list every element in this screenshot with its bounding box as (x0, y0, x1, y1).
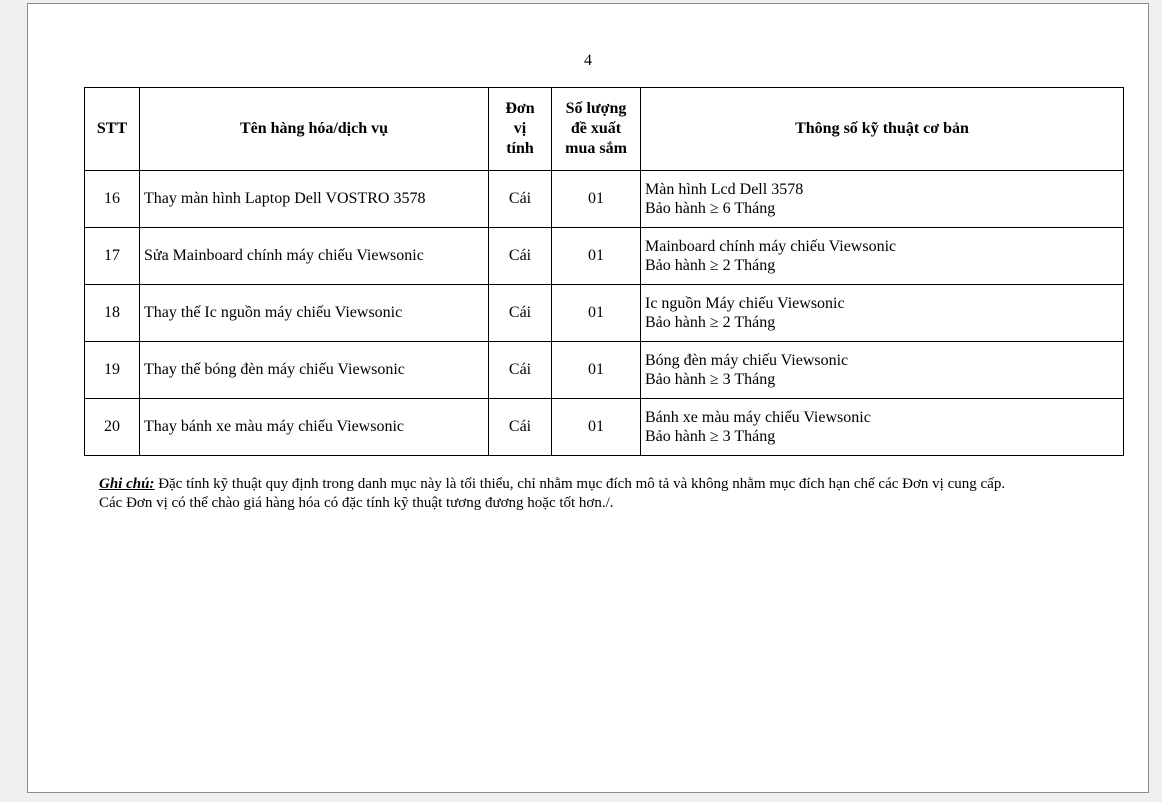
cell-item-name: Sửa Mainboard chính máy chiếu Viewsonic (140, 228, 489, 285)
table-header-row (85, 88, 1124, 171)
spec-line-1: Ic nguồn Máy chiếu Viewsonic (645, 295, 845, 312)
col-header-qty: Số lượng đề xuất mua sắm (552, 88, 641, 171)
cell-qty: 01 (552, 399, 641, 456)
footnote-text-1: Đặc tính kỹ thuật quy định trong danh mục này là tối thiểu, chỉ nhằm mục đích mô tả và không nhằm mục đích hạn chế các Đơn vị cung cấp. (154, 476, 1006, 492)
cell-spec (641, 285, 1124, 342)
cell-item-name: Thay thế Ic nguồn máy chiếu Viewsonic (140, 285, 489, 342)
cell-qty: 01 (552, 342, 641, 399)
cell-spec (641, 342, 1124, 399)
table-row (85, 171, 1124, 228)
cell-item-name: Thay thế bóng đèn máy chiếu Viewsonic (140, 342, 489, 399)
table-row (85, 342, 1124, 399)
cell-qty: 01 (552, 228, 641, 285)
cell-item-name: Thay bánh xe màu máy chiếu Viewsonic (140, 399, 489, 456)
cell-qty: 01 (552, 285, 641, 342)
col-header-name: Tên hàng hóa/dịch vụ (140, 88, 489, 171)
footnote-text-2: Các Đơn vị có thể chào giá hàng hóa có đặc tính kỹ thuật tương đương hoặc tốt hơn./. (99, 495, 614, 511)
table-row (85, 399, 1124, 456)
cell-unit: Cái (489, 171, 552, 228)
spec-line-2: Bảo hành ≥ 6 Tháng (645, 200, 776, 217)
footnote-label: Ghi chú: (99, 476, 155, 492)
col-header-stt: STT (85, 88, 140, 171)
spec-line-2: Bảo hành ≥ 2 Tháng (645, 314, 776, 331)
spec-line-2: Bảo hành ≥ 3 Tháng (645, 428, 776, 445)
spec-line-1: Bóng đèn máy chiếu Viewsonic (645, 352, 849, 369)
footnote-line-1 (99, 475, 1131, 494)
spec-line-2: Bảo hành ≥ 3 Tháng (645, 371, 776, 388)
cell-spec (641, 171, 1124, 228)
col-header-unit: Đơn vị tính (489, 88, 552, 171)
cell-unit: Cái (489, 285, 552, 342)
cell-item-name: Thay màn hình Laptop Dell VOSTRO 3578 (140, 171, 489, 228)
cell-spec (641, 228, 1124, 285)
spec-line-1: Bánh xe màu máy chiếu Viewsonic (645, 409, 871, 426)
cell-stt: 18 (85, 285, 140, 342)
page-number: 4 (584, 52, 592, 69)
spec-line-1: Màn hình Lcd Dell 3578 (645, 181, 804, 198)
spec-line-1: Mainboard chính máy chiếu Viewsonic (645, 238, 897, 255)
cell-stt: 16 (85, 171, 140, 228)
footnote (99, 475, 1131, 513)
table-row (85, 285, 1124, 342)
cell-qty: 01 (552, 171, 641, 228)
col-header-spec: Thông số kỹ thuật cơ bản (641, 88, 1124, 171)
cell-unit: Cái (489, 228, 552, 285)
cell-spec (641, 399, 1124, 456)
cell-stt: 20 (85, 399, 140, 456)
items-table (84, 87, 1124, 456)
cell-stt: 17 (85, 228, 140, 285)
table-row (85, 228, 1124, 285)
cell-stt: 19 (85, 342, 140, 399)
cell-unit: Cái (489, 342, 552, 399)
spec-line-2: Bảo hành ≥ 2 Tháng (645, 257, 776, 274)
cell-unit: Cái (489, 399, 552, 456)
document-page (27, 3, 1149, 793)
